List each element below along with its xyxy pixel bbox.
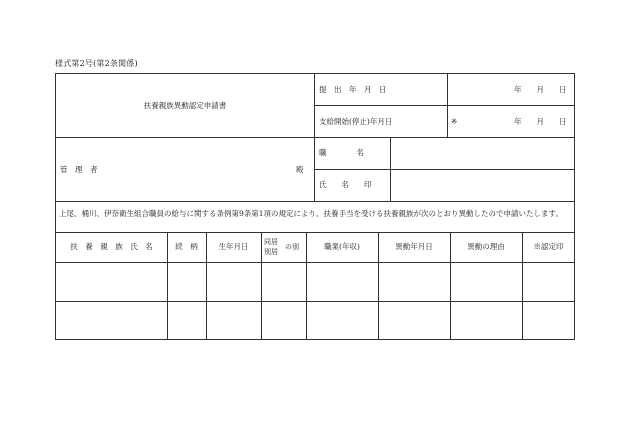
col-header-name: 扶 養 親 族 氏 名 (70, 242, 153, 251)
col-header-reason: 異動の理由 (467, 242, 505, 251)
col-header-cohab-top: 同居 (264, 238, 278, 246)
form-number: 様式第2号(第2条関係) (55, 59, 138, 68)
admin-divider (314, 169, 575, 170)
form-title: 扶養親族異動認定申請書 (143, 101, 227, 110)
table-top-rule (56, 232, 575, 233)
application-notice: 上尾、桶川、伊奈衛生組合職員の給与に関する条例第9条第1項の規定により、扶養手当を受ける扶養親族が次のとおり異動したので申請いたします。 (59, 209, 563, 218)
col-header-job: 職業(年収) (324, 242, 360, 251)
application-form (55, 73, 575, 340)
submit-date-field[interactable]: 年 月 日 (514, 85, 567, 94)
admin-label-divider (390, 137, 391, 201)
col-header-cohab-bottom: 別居 (264, 248, 278, 256)
table-row[interactable] (56, 263, 575, 301)
start-date-mark: ※ (451, 117, 458, 126)
start-date-label: 支給開始(停止)年月日 (319, 117, 393, 126)
name-seal-label: 氏 名 印 (319, 180, 372, 189)
section-divider-1 (56, 137, 575, 138)
header-divider (314, 105, 575, 106)
col-header-relation: 続 柄 (175, 242, 198, 251)
admin-label: 管 理 者 (60, 165, 98, 174)
col-header-approval: ※認定印 (533, 242, 564, 251)
name-field[interactable] (396, 174, 568, 196)
admin-honorific: 殿 (296, 165, 304, 174)
start-date-field[interactable]: 年 月 日 (514, 117, 567, 126)
submit-date-label: 提 出 年 月 日 (319, 85, 387, 94)
table-row[interactable] (56, 302, 575, 340)
position-label: 職 名 (319, 148, 364, 157)
col-header-birth: 生年月日 (218, 242, 249, 251)
title-divider (314, 74, 315, 201)
section-divider-2 (56, 201, 575, 202)
col-header-cohab-suffix: の別 (285, 243, 299, 251)
col-header-change-date: 異動年月日 (395, 242, 433, 251)
date-divider (447, 74, 448, 137)
position-field[interactable] (396, 142, 568, 164)
